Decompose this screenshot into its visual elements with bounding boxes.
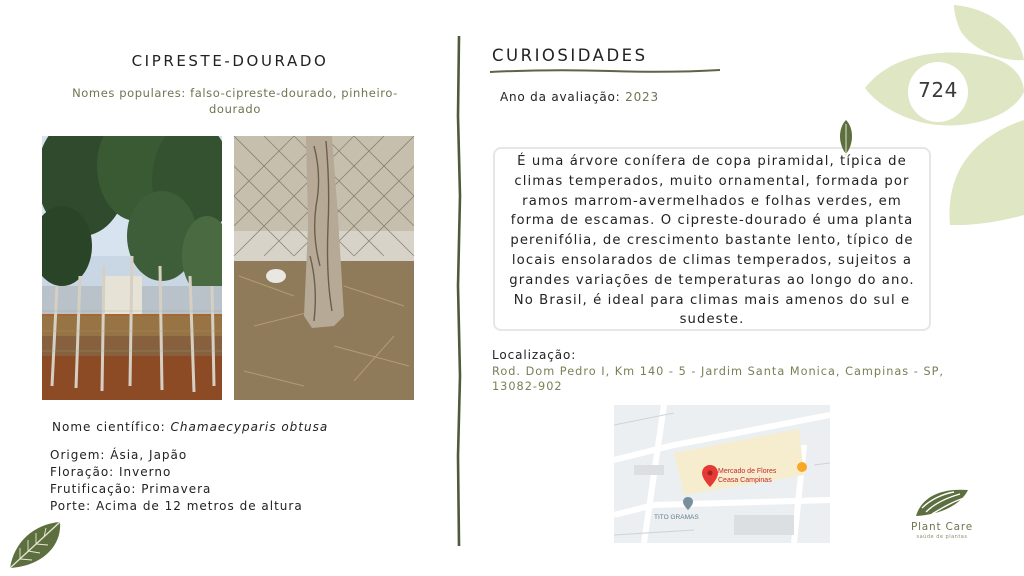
plant-care-logo-icon xyxy=(912,486,972,520)
map-marker-label-2: Ceasa Campinas xyxy=(718,477,772,484)
evaluation-year-label: Ano da avaliação: xyxy=(500,90,621,104)
scientific-name xyxy=(52,420,328,434)
photo-trunk xyxy=(234,136,414,400)
leaf-icon xyxy=(836,120,856,156)
evaluation-year-value: 2023 xyxy=(625,90,659,104)
location-value: Rod. Dom Pedro I, Km 140 - 5 - Jardim Santa Monica, Campinas - SP, 13082-902 xyxy=(492,365,945,393)
section-heading: CURIOSIDADES xyxy=(492,46,648,65)
logo-tagline: saúde de plantas xyxy=(916,534,968,540)
vertical-divider xyxy=(452,36,466,546)
location-label: Localização: xyxy=(492,348,577,362)
location-map[interactable] xyxy=(614,405,830,543)
logo-name: Plant Care xyxy=(910,521,974,533)
fact-fruiting: Frutificação: Primavera xyxy=(50,482,212,496)
evaluation-year xyxy=(500,90,659,104)
corner-leaf-icon xyxy=(6,520,66,572)
map-place-label: TITO GRAMAS xyxy=(654,514,699,521)
popular-names: Nomes populares: falso-cipreste-dourado, pinheiro-dourado xyxy=(72,86,398,116)
photo-trees xyxy=(42,136,222,400)
heading-underline xyxy=(490,66,720,76)
page-number: 724 xyxy=(918,78,958,102)
scientific-name-value: Chamaecyparis obtusa xyxy=(170,420,329,434)
fact-size: Porte: Acima de 12 metros de altura xyxy=(50,499,303,513)
plant-facts xyxy=(50,447,303,515)
fact-flowering: Floração: Inverno xyxy=(50,465,172,479)
map-marker-label-1: Mercado de Flores xyxy=(718,468,777,475)
scientific-name-label: Nome científico: xyxy=(52,420,166,434)
description-box: É uma árvore conífera de copa piramidal, típica de climas temperados, muito ornamental, formada por ramos marrom-avermelhados e folhas verdes, em forma de escamas. O cipreste-dourado é uma planta perenifólia, de crescimento bastante lento, típico de locais ensolarados de climas temperados, sujeitos a grandes variações de temperaturas ao longo do ano. No Brasil, é ideal para climas mais amenos do sul e sudeste. xyxy=(493,147,931,331)
fact-origin: Origem: Ásia, Japão xyxy=(50,448,188,462)
map-poi-icon xyxy=(797,462,807,472)
decorative-leaves xyxy=(850,0,1024,225)
plant-title: CIPRESTE-DOURADO xyxy=(131,52,329,70)
